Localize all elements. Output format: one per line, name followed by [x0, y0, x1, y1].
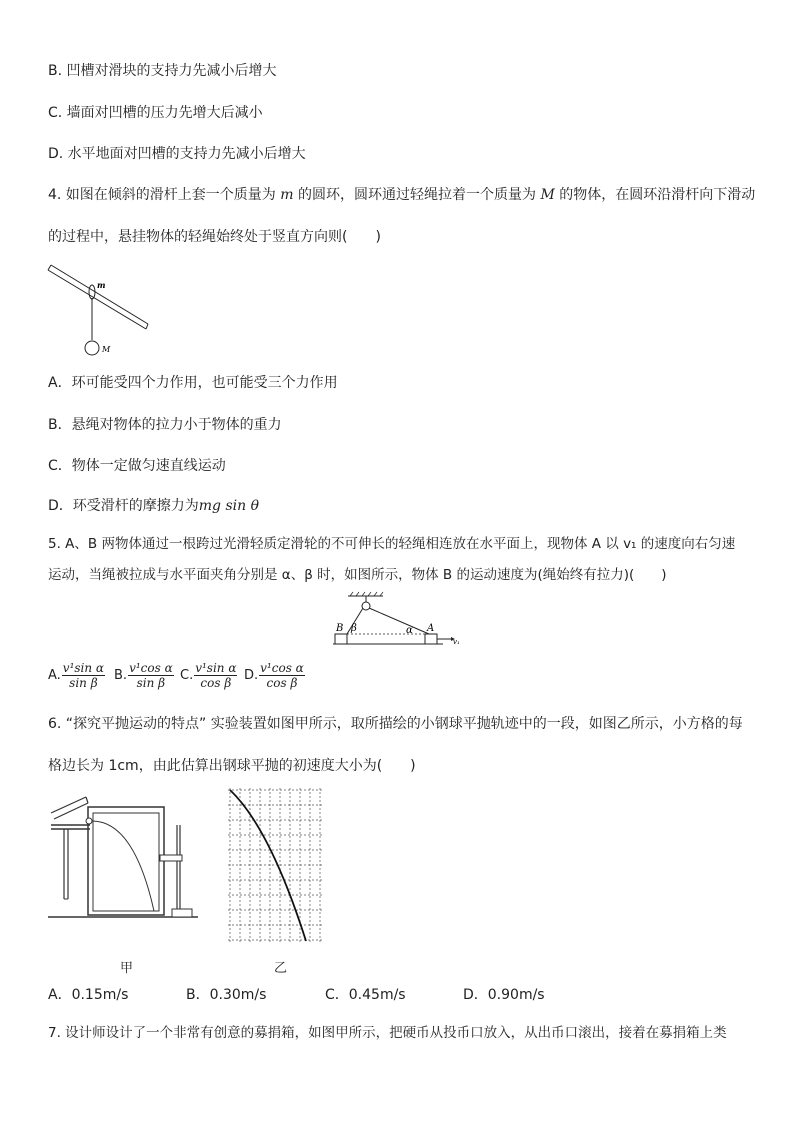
label-v1: v₁ [453, 638, 460, 646]
q5-stem-line1: 5. A、B 两物体通过一根跨过光滑轻质定滑轮的不可伸长的轻绳相连放在水平面上，现物体 A 以 v₁ 的速度向右匀速 [48, 536, 736, 552]
q5-stem-line2: 运动，当绳被拉成与水平面夹角分别是 α、β 时，如图所示，物体 B 的运动速度为(绳始终有拉力)( ) [48, 567, 667, 583]
numerator: v¹cos α [260, 661, 304, 675]
q4-mass-m: m [280, 187, 294, 203]
q4-option-d-text: D．环受滑杆的摩擦力为 [48, 498, 199, 514]
q5-option-b [114, 661, 174, 690]
denominator: sin β [69, 676, 98, 690]
numerator: v¹sin α [195, 661, 237, 675]
trajectory-curve [230, 790, 306, 941]
q4-stem-text: 4. 如图在倾斜的滑杆上套一个质量为 [48, 187, 276, 203]
numerator: v¹cos α [129, 661, 173, 675]
grid [228, 788, 322, 942]
q5-option-d [244, 661, 305, 690]
stand-left [64, 829, 68, 899]
q6-stem-line2: 格边长为 1cm，由此估算出钢球平抛的初速度大小为( ) [48, 758, 416, 774]
block-b [335, 634, 347, 644]
denominator: cos β [200, 676, 232, 690]
q3-option-d: D. 水平地面对凹槽的支持力先减小后增大 [48, 146, 306, 162]
q4-stem-text: 的物体，在圆环沿滑杆向下滑动 [559, 187, 756, 203]
q6-option-c: C．0.45m/s [325, 987, 406, 1003]
denominator: cos β [266, 676, 298, 690]
label-a: A [427, 623, 435, 634]
figure-label-yi: 乙 [274, 961, 288, 976]
q4-option-b: B．悬绳对物体的拉力小于物体的重力 [48, 417, 282, 433]
label-alpha: α [406, 625, 413, 636]
label-M: M [102, 345, 111, 354]
q4-figure [48, 262, 158, 357]
q4-option-a: A．环可能受四个力作用，也可能受三个力作用 [48, 375, 338, 391]
q3-option-b: B. 凹槽对滑块的支持力先减小后增大 [48, 63, 277, 79]
numerator: v¹sin α [62, 661, 105, 675]
steel-ball [86, 818, 92, 824]
hanging-ball [85, 341, 99, 355]
q6-figure-jia [48, 795, 198, 925]
q4-stem-text: 的圆环，圆环通过轻绳拉着一个质量为 [298, 187, 536, 203]
pulley [362, 602, 370, 610]
option-label: B. [114, 668, 128, 683]
block-a [425, 634, 437, 644]
label-b: B [336, 623, 344, 634]
fraction [128, 661, 174, 690]
fraction [194, 661, 237, 690]
q3-option-c: C. 墙面对凹槽的压力先增大后减小 [48, 105, 263, 121]
denominator: sin β [136, 676, 166, 690]
clamp-stand [160, 825, 192, 917]
ceiling [348, 592, 383, 602]
option-label: A. [48, 668, 61, 683]
q4-stem-line2: 的过程中，悬挂物体的轻绳始终处于竖直方向则( ) [48, 229, 381, 245]
q4-option-c: C．物体一定做匀速直线运动 [48, 458, 226, 474]
trajectory [92, 821, 154, 911]
q5-figure [333, 592, 483, 647]
fraction [62, 661, 105, 690]
q4-mass-M: M [540, 187, 555, 203]
label-m: m [97, 280, 106, 290]
sliding-rod [48, 265, 148, 329]
q6-option-d: D．0.90m/s [463, 987, 545, 1003]
ramp [51, 797, 90, 829]
option-label: D. [244, 668, 259, 683]
fraction [259, 661, 305, 690]
figure-label-jia: 甲 [120, 961, 134, 976]
q7-stem-line1: 7. 设计师设计了一个非常有创意的募捐箱，如图甲所示，把硬币从投币口放入，从出币口滚出，接着在募捐箱上类 [48, 1025, 727, 1041]
option-label: C. [180, 668, 194, 683]
q6-option-b: B．0.30m/s [186, 987, 267, 1003]
rope-right [369, 608, 429, 634]
q5-option-c [180, 661, 237, 690]
q4-stem-line1 [48, 186, 755, 204]
board [88, 807, 164, 915]
q6-figure-yi [228, 788, 323, 942]
q4-option-d [48, 497, 259, 515]
q4-option-d-formula: mg sin θ [198, 498, 260, 514]
q6-stem-line1: 6. “探究平抛运动的特点” 实验装置如图甲所示，取所描绘的小钢球平抛轨迹中的一段，如图乙所示，小方格的每 [48, 716, 743, 732]
label-beta: β [351, 623, 357, 634]
q6-option-a: A．0.15m/s [48, 987, 129, 1003]
q5-option-a [48, 661, 105, 690]
